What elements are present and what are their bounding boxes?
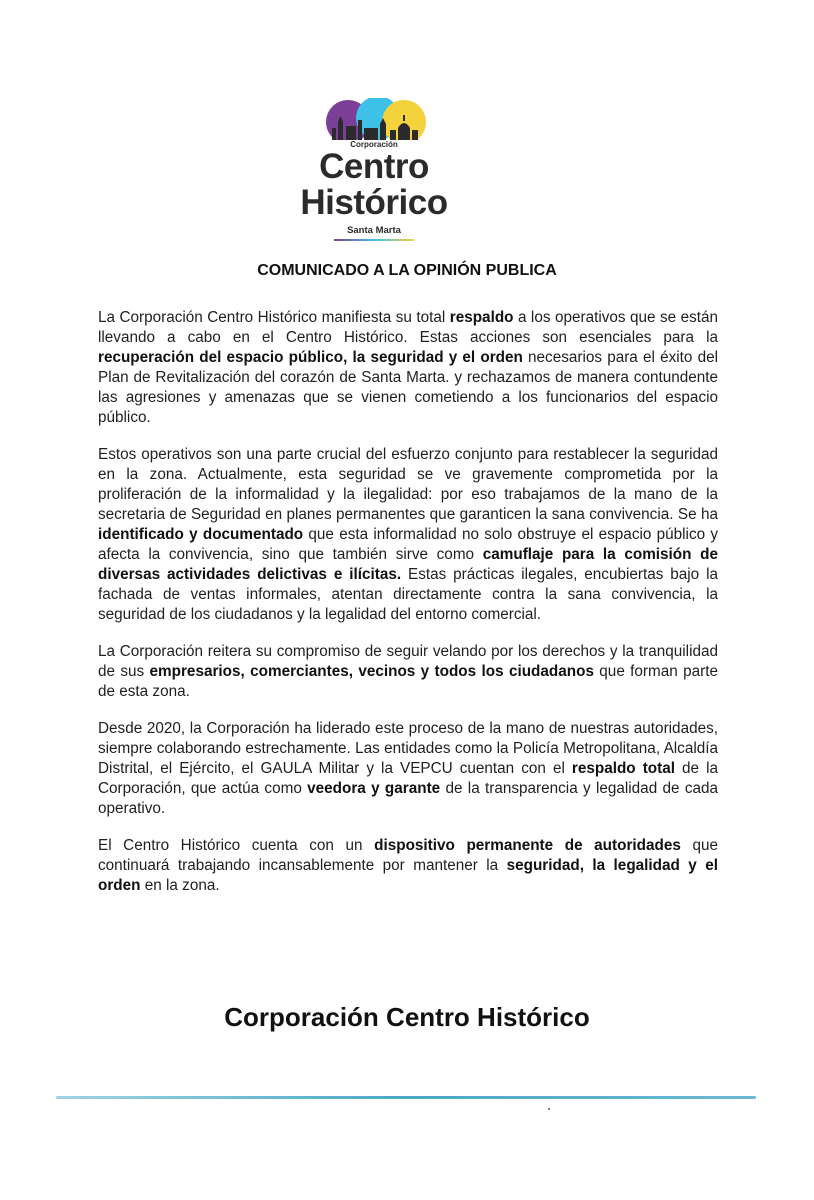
text-run: Estas prácticas ilegales, encubiertas bajo la fachada de ventas informales, atentan directamente contra la sana convivencia, la seguridad de los ciudadanos y la legalidad del entorno comercial. xyxy=(98,566,718,623)
footer-rule xyxy=(56,1096,756,1099)
paragraph-4 xyxy=(98,719,718,819)
paragraph-3 xyxy=(98,642,718,702)
bold-text: recuperación del espacio público, la seguridad y el orden xyxy=(98,349,523,366)
text-run: que continuará trabajando incansablemente por mantener la xyxy=(98,837,718,874)
bold-text: seguridad, la legalidad y el orden xyxy=(98,857,718,894)
bold-text: identificado y documentado xyxy=(98,526,304,543)
document-body xyxy=(98,308,718,913)
logo-city: Santa Marta xyxy=(347,225,401,236)
bold-text: veedora y garante xyxy=(307,780,441,797)
text-run: que esta informalidad no solo obstruye el espacio público y afecta la convivencia, sino que también sirve como xyxy=(98,526,719,563)
bold-text: camuflaje para la comisión de diversas actividades delictivas e ilícitas. xyxy=(98,546,719,583)
text-run: de la transparencia y legalidad de cada operativo. xyxy=(98,780,718,817)
bold-text: empresarios, comerciantes, vecinos y todos los ciudadanos xyxy=(149,663,594,680)
text-run: de la Corporación, que actúa como xyxy=(98,760,718,797)
bold-text: respaldo total xyxy=(571,760,675,777)
text-run: Desde 2020, la Corporación ha liderado este proceso de la mano de nuestras autoridades, siempre colaborando estrechamente. Las entidades como la Policía Metropolitana, Alcaldía Distrital, el Ejército, el GAULA Militar y la VEPCU cuentan con el xyxy=(98,720,718,777)
text-run: El Centro Histórico cuenta con un xyxy=(98,837,375,854)
bold-text: respaldo xyxy=(449,309,514,326)
logo-word-historico: Histórico xyxy=(300,183,448,222)
bold-text: dispositivo permanente de autoridades xyxy=(374,837,681,854)
signature: Corporación Centro Histórico xyxy=(224,1002,590,1032)
footer-dot xyxy=(548,1108,550,1110)
logo-word-centro: Centro xyxy=(319,147,429,186)
text-run: necesarios para el éxito del Plan de Revitalización del corazón de Santa Marta. y rechazamos de manera contundente las agresiones y amenazas que se vienen cometiendo a los funcionarios del espacio público. xyxy=(98,349,718,426)
text-run: a los operativos que se están llevando a cabo en el Centro Histórico. Estas acciones son esenciales para la xyxy=(98,309,718,346)
text-run: La Corporación reitera su compromiso de seguir velando por los derechos y la tranquilidad de sus xyxy=(98,643,718,680)
logo-corporacion-text: Corporación xyxy=(350,140,398,149)
paragraph-1 xyxy=(98,308,718,428)
corporation-logo xyxy=(298,98,458,246)
text-run: en la zona. xyxy=(140,877,220,894)
paragraph-2 xyxy=(98,445,718,625)
paragraph-5 xyxy=(98,836,718,896)
logo-underline xyxy=(334,239,414,241)
text-run: Estos operativos son una parte crucial del esfuerzo conjunto para restablecer la seguridad en la zona. Actualmente, esta seguridad se ve gravemente comprometida por la proliferación de la informalidad y la ilegalidad: por eso trabajamos de la mano de la secretaria de Seguridad en planes permanentes que garanticen la sana convivencia. Se ha xyxy=(98,446,718,523)
text-run: que forman parte de esta zona. xyxy=(98,663,718,700)
document-title: COMUNICADO A LA OPINIÓN PUBLICA xyxy=(257,262,557,279)
text-run: La Corporación Centro Histórico manifiesta su total xyxy=(98,309,450,326)
